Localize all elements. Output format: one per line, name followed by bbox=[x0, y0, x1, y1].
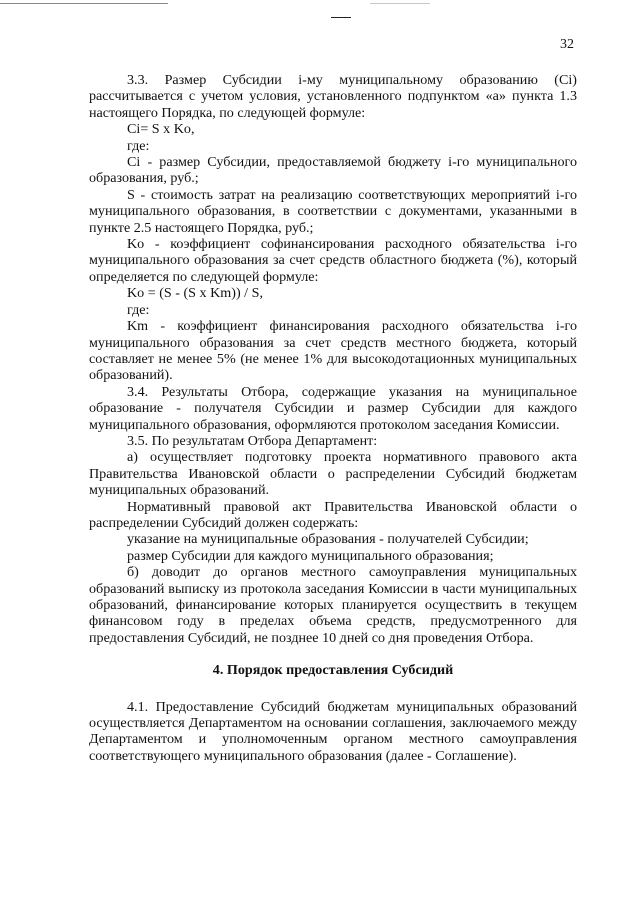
list-item-recipients: указание на муниципальные образования - получателей Субсидии; bbox=[127, 531, 529, 548]
paragraph-3-5: 3.5. По результатам Отбора Департамент: bbox=[127, 432, 378, 449]
formula-ko: Ko = (S - (S x Km)) / S, bbox=[127, 285, 263, 302]
scan-artifact-line-right bbox=[370, 3, 430, 4]
top-center-mark bbox=[331, 17, 351, 18]
definition-ci: Ci - размер Субсидии, предоставляемой бюджету i-го муниципального образования, руб.; bbox=[89, 154, 577, 187]
paragraph-3-3: 3.3. Размер Субсидии i-му муниципальному образованию (Ci) рассчитывается с учетом условия, установленного подпунктом «а» пункта 1.3 настоящего Порядка, по следующей формуле: bbox=[89, 72, 577, 121]
scan-artifact-line-left bbox=[0, 3, 168, 4]
definition-ko: Ko - коэффициент софинансирования расходного обязательства i-го муниципального образования за счет средств областного бюджета (%), который определяется по следующей формуле: bbox=[89, 236, 577, 285]
page-number: 32 bbox=[560, 37, 574, 52]
formula-ci: Ci= S x Ko, bbox=[127, 121, 195, 138]
definition-km: Km - коэффициент финансирования расходного обязательства i-го муниципального образования за счет средств местного бюджета, который составляет не менее 5% (не менее 1% для высокодотационных муниципальных образований). bbox=[89, 318, 577, 384]
paragraph-3-4: 3.4. Результаты Отбора, содержащие указания на муниципальное образование - получателя Субсидии и размер Субсидии для каждого муниципального образования, оформляются протоколом заседания Комиссии. bbox=[89, 383, 577, 433]
section-heading: 4. Порядок предоставления Субсидий bbox=[212, 662, 454, 679]
paragraph-3-5-b: б) доводит до органов местного самоуправления муниципальных образований выписку из протокола заседания Комиссии в части муниципальных образований, финансирование которых планируется осуществить в текущем финансовом году в пределах объема средств, предусмотренного для предоставления Субсидий, не позднее 10 дней со дня проведения Отбора. bbox=[89, 564, 577, 646]
where-label-2: где: bbox=[127, 301, 150, 318]
list-item-amount: размер Субсидии для каждого муниципального образования; bbox=[127, 547, 494, 564]
paragraph-3-5-a: а) осуществляет подготовку проекта нормативного правового акта Правительства Ивановской области о распределении Субсидий бюджетам муниципальных образований. bbox=[89, 449, 577, 499]
definition-s: S - стоимость затрат на реализацию соответствующих мероприятий i-го муниципального образования, в соответствии с документами, указанными в пункте 2.5 настоящего Порядка, руб.; bbox=[89, 186, 577, 236]
where-label: где: bbox=[127, 137, 150, 154]
document-body bbox=[89, 72, 577, 764]
paragraph-4-1: 4.1. Предоставление Субсидий бюджетам муниципальных образований осуществляется Департаментом на основании соглашения, заключаемого между Департаментом и уполномоченным органом местного самоуправления соответствующего муниципального образования (далее - Соглашение). bbox=[89, 698, 577, 764]
paragraph-regulation-content: Нормативный правовой акт Правительства Ивановской области о распределении Субсидий должен содержать: bbox=[89, 498, 577, 531]
